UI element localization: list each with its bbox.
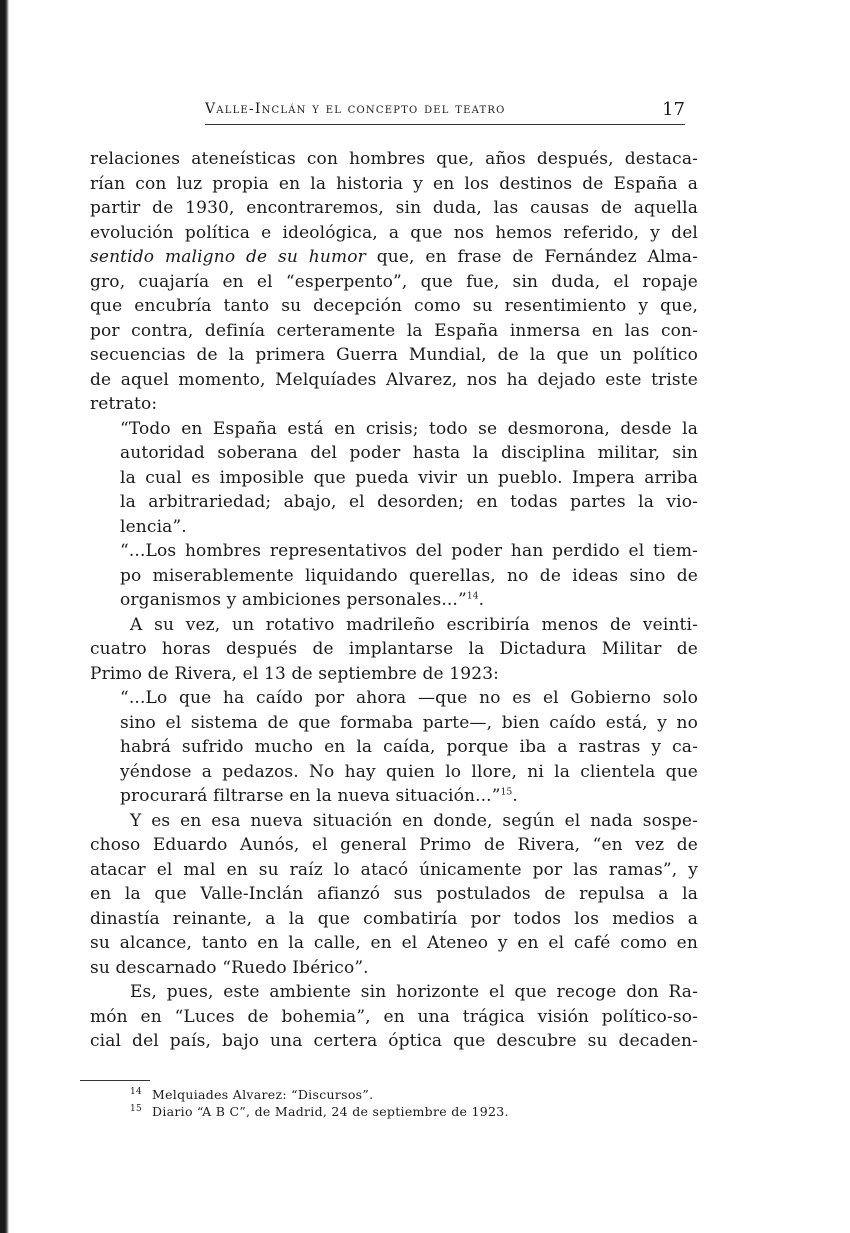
- footnote: 14 Melquiades Alvarez: “Discursos”.: [130, 1086, 374, 1102]
- text-line: evolución política e ideológica, a que nos hemos referido, y del: [90, 222, 698, 243]
- text-line: choso Eduardo Aunós, el general Primo de Rivera, “en vez de: [90, 835, 698, 855]
- footnote: 15 Diario “A B C”, de Madrid, 24 de septiembre de 1923.: [130, 1103, 509, 1119]
- running-title: Valle-Inclán y el concepto del teatro: [205, 101, 506, 117]
- quote-line: la cual es imposible que pueda vivir un pueblo. Impera arriba: [120, 467, 698, 488]
- footnote-ref: 15: [500, 787, 513, 798]
- text-line: gro, cuajaría en el “esperpento”, que fue, sin duda, el ropaje: [90, 271, 698, 292]
- text-line: Primo de Rivera, el 13 de septiembre de 1923:: [90, 663, 500, 684]
- text-line: atacar el mal en su raíz lo atacó únicamente por las ramas”, y: [90, 859, 698, 880]
- quote-line: lencia”.: [120, 516, 187, 537]
- quote-line: yéndose a pedazos. No hay quien lo llore, ni la clientela que: [120, 761, 698, 782]
- text-line: [90, 245, 698, 270]
- text-line: Y es en esa nueva situación en donde, según el nada sospe-: [130, 810, 698, 831]
- page-number: 17: [662, 99, 685, 120]
- header-rule: [205, 124, 685, 125]
- text-line: cial del país, bajo una certera óptica que descubre su decaden-: [90, 1031, 698, 1051]
- quote-line: organismos y ambiciones personales...”$^{14}$.: [120, 590, 485, 610]
- italic-phrase: sentido maligno de su humor: [90, 247, 366, 267]
- body-text: [90, 147, 698, 1054]
- text-fragment: procurará filtrarse en la nueva situación...”: [120, 786, 501, 806]
- text-line: su alcance, tanto en la calle, en el Ateneo y en el café como en: [90, 933, 698, 953]
- footnote-ref: 14: [466, 591, 479, 602]
- quote-line: po miserablemente liquidando querellas, no de ideas sino de: [120, 565, 698, 586]
- text-line: relaciones ateneísticas con hombres que, años después, destaca-: [90, 149, 698, 169]
- text-line: rían con luz propia en la historia y en los destinos de España a: [90, 173, 698, 194]
- text-line: partir de 1930, encontraremos, sin duda, las causas de aquella: [90, 198, 698, 218]
- footnotes: [130, 1086, 650, 1120]
- text-line: secuencias de la primera Guerra Mundial, de la que un político: [90, 345, 698, 365]
- text-line: su descarnado “Ruedo Ibérico”.: [90, 957, 369, 978]
- text-line: retrato:: [90, 394, 158, 414]
- quote-line: la arbitrariedad; abajo, el desorden; en todas partes la vio-: [120, 492, 698, 512]
- running-head: [205, 99, 685, 125]
- quote-line: sino el sistema de que formaba parte—, bien caído está, y no: [120, 712, 698, 733]
- quote-line: procurará filtrarse en la nueva situación...”$^{15}$.: [120, 786, 518, 806]
- text-line: dinastía reinante, a la que combatiría por todos los medios a: [90, 908, 698, 929]
- text-fragment: organismos y ambiciones personales...”: [120, 590, 467, 610]
- footnote-rule: [80, 1080, 150, 1081]
- text-line: cuatro horas después de implantarse la Dictadura Militar de: [90, 639, 698, 659]
- text-fragment: que, en frase de Fernández Alma-: [365, 247, 698, 267]
- text-line: que encubría tanto su decepción como su resentimiento y que,: [90, 296, 698, 316]
- quote-line: “...Lo que ha caído por ahora —que no es el Gobierno solo: [120, 688, 698, 708]
- quote-line: “Todo en España está en crisis; todo se desmorona, desde la: [120, 418, 698, 439]
- text-line: por contra, definía certeramente la España inmersa en las con-: [90, 320, 698, 341]
- footnote-text: Diario “A B C”, de Madrid, 24 de septiembre de 1923.: [152, 1104, 509, 1119]
- text-line: en la que Valle-Inclán afianzó sus postulados de repulsa a la: [90, 884, 698, 904]
- quote-line: habrá sufrido mucho en la caída, porque iba a rastras y ca-: [120, 737, 698, 757]
- quote-line: “...Los hombres representativos del poder han perdido el tiem-: [120, 541, 698, 561]
- text-line: món en “Luces de bohemia”, en una trágica visión político-so-: [90, 1006, 698, 1027]
- quote-line: autoridad soberana del poder hasta la disciplina militar, sin: [120, 443, 698, 463]
- text-line: de aquel momento, Melquíades Alvarez, nos ha dejado este triste: [90, 369, 698, 390]
- footnote-text: Melquiades Alvarez: “Discursos”.: [152, 1087, 374, 1102]
- binding-edge: [0, 0, 9, 1233]
- text-line: Es, pues, este ambiente sin horizonte el que recoge don Ra-: [130, 982, 698, 1002]
- text-line: A su vez, un rotativo madrileño escribiría menos de veinti-: [130, 614, 698, 635]
